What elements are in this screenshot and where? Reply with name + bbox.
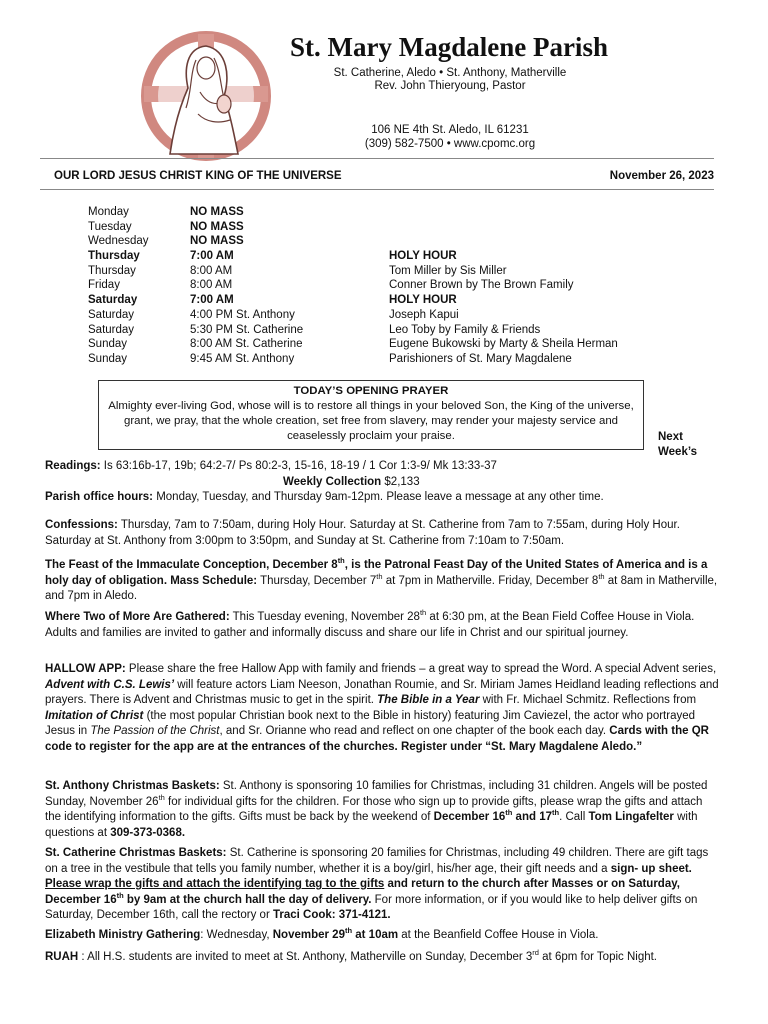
prayer-title: TODAY’S OPENING PRAYER <box>293 385 449 397</box>
schedule-time: 4:00 PM St. Anthony <box>190 308 295 321</box>
schedule-row <box>88 279 688 294</box>
sup: rd <box>532 948 539 958</box>
schedule-day: Sunday <box>88 338 128 351</box>
schedule-intention: Parishioners of St. Mary Magdalene <box>389 352 572 365</box>
elizabeth-label: Elizabeth Ministry Gathering <box>45 929 201 941</box>
schedule-intention: Eugene Bukowski by Marty & Sheila Herman <box>389 338 618 351</box>
top-divider <box>40 158 714 159</box>
elizabeth-ministry <box>45 928 721 944</box>
schedule-day: Friday <box>88 279 120 292</box>
mass-schedule <box>88 206 688 368</box>
hallow-text-e: , and Sr. Orianne who read and reflect on one chapter of the book each day. <box>219 725 610 737</box>
confessions-label: Confessions: <box>45 519 118 531</box>
sup: th <box>116 890 124 900</box>
immaculate-conception <box>45 558 721 605</box>
schedule-intention: Leo Toby by Family & Friends <box>389 323 541 336</box>
sup: th <box>419 608 427 618</box>
hallow-label: HALLOW APP: <box>45 663 126 675</box>
gathered-text-a: This Tuesday evening, November 28 <box>229 611 420 623</box>
anthony-and: and <box>512 811 536 823</box>
address-line: 106 NE 4th St. Aledo, IL 61231 <box>371 124 529 136</box>
schedule-day: Saturday <box>88 294 138 307</box>
passion-of-the-christ: The Passion of the Christ <box>90 725 220 737</box>
wrap-gifts-instruction: Please wrap the gifts and attach the identifying tag to the gifts <box>45 878 385 890</box>
opening-prayer-box <box>98 380 644 450</box>
schedule-time: 9:45 AM St. Anthony <box>190 352 295 365</box>
where-two-gathered <box>45 610 721 641</box>
catherine-text-c: For more information, or if you would like to help deliver gifts on Saturday, December 16th, call the rectory or <box>45 893 698 921</box>
bulletin-date: November 26, 2023 <box>609 170 714 182</box>
sup: th <box>337 556 345 566</box>
sup: th <box>158 792 165 802</box>
immaculate-text-a: Thursday, December 7 <box>257 574 377 587</box>
catherine-contact: Traci Cook: 371-4121. <box>272 909 391 921</box>
feast-title: OUR LORD JESUS CHRIST KING OF THE UNIVERSE <box>54 170 342 182</box>
schedule-row <box>88 250 688 265</box>
schedule-row <box>88 206 688 221</box>
schedule-row <box>88 221 688 236</box>
parish-name: St. Mary Magdalene Parish <box>290 32 608 62</box>
signup-sheet: sign- up sheet. <box>610 862 692 875</box>
ruah-text-b: at 6pm for Topic Night. <box>538 951 658 963</box>
imitation-of-christ: Imitation of Christ <box>45 709 144 722</box>
collection-label: Weekly Collection <box>283 475 382 488</box>
hallow-text-c: with Fr. Michael Schmitz. Reflections from <box>479 694 697 706</box>
churches-line: St. Catherine, Aledo • St. Anthony, Matherville <box>333 67 567 79</box>
schedule-time: 8:00 AM <box>190 279 233 292</box>
prayer-text: Almighty ever-living God, whose will is to restore all things in your beloved Son, the King of the universe, grant, we pray, that the whole creation, set free from slavery, may render your majesty service and ceaselessly proclaim your praise. <box>108 400 634 442</box>
anthony-text-a: St. Anthony is sponsoring 10 families for Christmas, including 31 children. Angels will be posted Sunday, November 26 <box>45 780 708 808</box>
hallow-text-b: will feature actors Liam Neeson, Jonathan Roumie, and Sr. Miriam James Heidland leading reflections and prayers. There is Advent and Christmas music to get in the spirit. <box>45 678 719 706</box>
catherine-text-a: St. Catherine is sponsoring 20 families for Christmas, including 49 children. There are gift tags on a tree in the vestibule that tells you family number, whether it is a boy/girl, his/her age, their gift needs and a <box>45 847 709 875</box>
elizabeth-text-b: at the Beanfield Coffee House in Viola. <box>398 929 599 941</box>
catherine-baskets-label: St. Catherine Christmas Baskets: <box>45 847 227 859</box>
schedule-intention: Conner Brown by The Brown Family <box>389 279 574 292</box>
elizabeth-time: at 10am <box>352 929 399 941</box>
elizabeth-text-a: : Wednesday, <box>200 929 273 941</box>
hallow-app <box>45 662 721 755</box>
anthony-baskets-label: St. Anthony Christmas Baskets: <box>45 780 220 792</box>
schedule-day: Tuesday <box>88 220 132 233</box>
elizabeth-date: November 29 <box>272 929 345 941</box>
sup: th <box>598 571 605 581</box>
schedule-time: NO MASS <box>190 235 244 248</box>
advent-series: Advent with C.S. Lewis’ <box>45 678 175 691</box>
ruah-text-a: : All H.S. students are invited to meet at St. Anthony, Matherville on Sunday, December 3 <box>78 951 533 963</box>
header-divider <box>40 189 714 190</box>
anthony-date-a: December 16 <box>433 811 506 823</box>
collection-amount: $2,133 <box>381 475 420 488</box>
schedule-day: Monday <box>88 206 129 218</box>
schedule-intention: HOLY HOUR <box>389 250 457 263</box>
readings-text: Is 63:16b-17, 19b; 64:2-7/ Ps 80:2-3, 15-16, 18-19 / 1 Cor 1:3-9/ Mk 13:33-37 <box>100 460 497 472</box>
schedule-time: NO MASS <box>190 220 244 233</box>
contact-line: (309) 582-7500 • www.cpomc.org <box>364 138 536 150</box>
sup: th <box>505 808 513 818</box>
gathered-label: Where Two of More Are Gathered: <box>45 611 230 623</box>
schedule-time: 5:30 PM St. Catherine <box>190 323 304 336</box>
schedule-time: 7:00 AM <box>190 250 234 263</box>
ruah-label: RUAH <box>45 951 79 963</box>
anthony-text-c: . Call <box>559 811 589 823</box>
office-hours-label: Parish office hours: <box>45 491 153 503</box>
schedule-time: 7:00 AM <box>190 294 234 307</box>
hallow-text-d: (the most popular Christian book next to the Bible in history) featuring Jim Caviezel, the actor who portrayed Jesus in <box>45 709 696 737</box>
schedule-row <box>88 265 688 280</box>
schedule-day: Thursday <box>88 250 140 263</box>
readings-label: Readings: <box>45 460 101 472</box>
schedule-row <box>88 353 688 368</box>
confessions <box>45 518 721 549</box>
catherine-bold-c: and return to the church after Masses or on Saturday, December 16 <box>45 878 680 906</box>
office-hours-text: Monday, Tuesday, and Thursday 9am-12pm. Please leave a message at any other time. <box>153 491 604 503</box>
schedule-intention: HOLY HOUR <box>389 294 457 307</box>
immaculate-bold-a: The Feast of the Immaculate Conception, December 8 <box>45 559 338 571</box>
immaculate-text-c: at 8am in Matherville, and 7pm in Aledo. <box>45 574 718 602</box>
schedule-day: Sunday <box>88 352 128 365</box>
anthony-date-b: 17 <box>536 811 552 823</box>
st-catherine-baskets <box>45 846 721 924</box>
schedule-day: Saturday <box>88 308 135 321</box>
schedule-row <box>88 324 688 339</box>
anthony-text-d: with questions at <box>45 811 698 839</box>
gathered-text-b: at 6:30 pm, at the Bean Field Coffee House in Viola. Adults and families are invited to gather and informally discuss and share our life in Christ and our spiritual journey. <box>45 611 695 639</box>
sup: th <box>376 571 383 581</box>
readings <box>45 459 721 506</box>
schedule-day: Wednesday <box>88 235 149 248</box>
schedule-intention: Tom Miller by Sis Miller <box>389 264 507 277</box>
confessions-text: Thursday, 7am to 7:50am, during Holy Hour. Saturday at St. Catherine from 7am to 7:55am, during Holy Hour. Saturday at St. Anthony from 3:00pm to 3:50pm, and Sunday at St. Catherine from 7:10am to 7:50am. <box>45 519 680 547</box>
bible-in-a-year: The Bible in a Year <box>377 694 480 706</box>
sup: th <box>552 808 560 818</box>
hallow-text-a: Please share the free Hallow App with family and friends – a great way to spread the Word. A special Advent series, <box>125 663 717 675</box>
pastor-line: Rev. John Thieryoung, Pastor <box>374 80 526 92</box>
schedule-row <box>88 309 688 324</box>
schedule-day: Saturday <box>88 323 135 336</box>
schedule-day: Thursday <box>88 264 136 277</box>
anthony-text-b: for individual gifts for the children. For those who sign up to provide gifts, please wrap the gifts and attach the identifying information to the gifts. Gifts must be back by the weekend of <box>45 795 703 823</box>
schedule-row <box>88 235 688 250</box>
schedule-row <box>88 338 688 353</box>
schedule-row <box>88 294 688 309</box>
ruah <box>45 950 721 966</box>
st-anthony-baskets <box>45 779 721 841</box>
sup: th <box>344 926 353 936</box>
schedule-time: NO MASS <box>190 206 244 218</box>
schedule-time: 8:00 AM St. Catherine <box>190 338 303 351</box>
qr-cards-note: Cards with the QR code to register for the app are at the entrances of the churches. Register under “St. Mary Magdalene Aledo.” <box>45 725 709 753</box>
schedule-intention: Joseph Kapui <box>389 308 459 321</box>
anthony-contact-phone: 309-373-0368. <box>110 826 186 839</box>
anthony-contact-name: Tom Lingafelter <box>588 811 674 823</box>
next-week-label: Next Week’s <box>658 431 697 458</box>
schedule-time: 8:00 AM <box>190 264 233 277</box>
immaculate-text-b: at 7pm in Matherville. Friday, December 8 <box>382 574 599 587</box>
mary-magdalene-cross-logo-icon <box>140 30 272 162</box>
immaculate-bold-b: , is the Patronal Feast Day of the United States of America and is a holy day of obligation. Mass Schedule: <box>45 559 708 587</box>
catherine-bold-d: by 9am at the church hall the day of delivery. <box>123 893 372 906</box>
